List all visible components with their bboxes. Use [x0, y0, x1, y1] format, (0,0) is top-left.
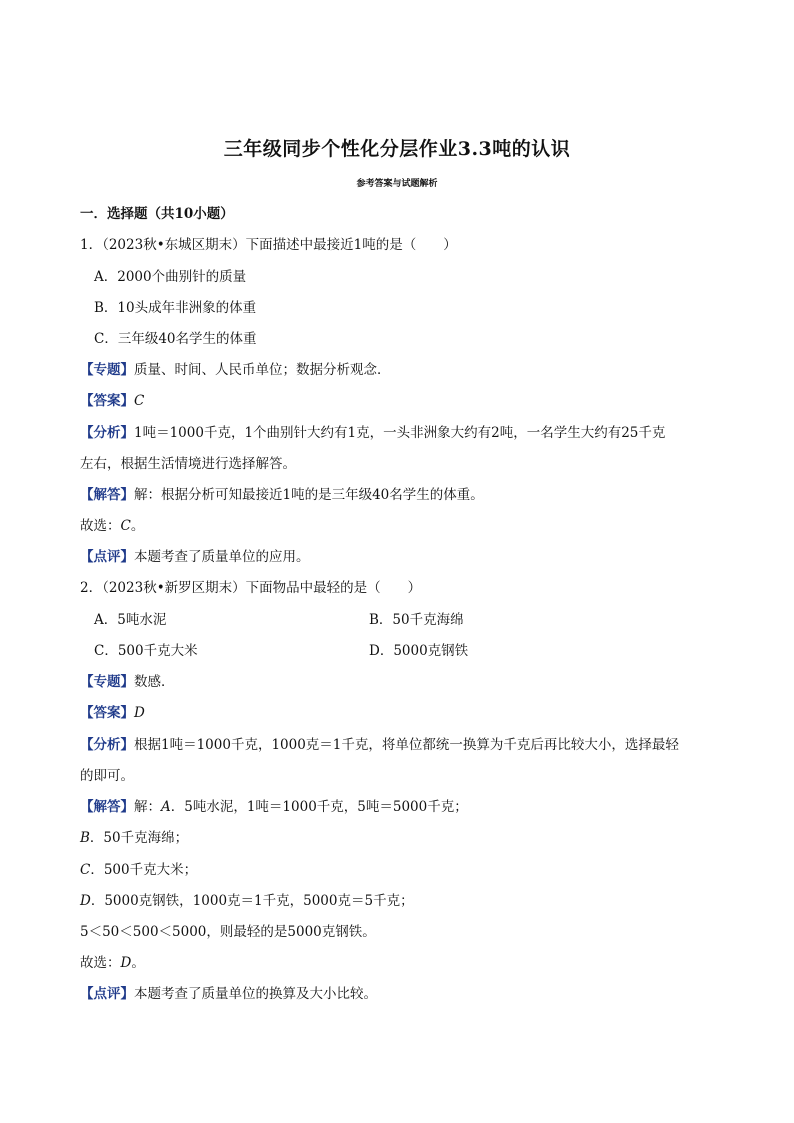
- q2-comment: [80, 985, 377, 1003]
- q2-comment-tag: 【点评】: [80, 986, 134, 1002]
- q1-topic-text: 质量、时间、人民币单位；数据分析观念．: [134, 362, 391, 378]
- page-subtitle: 参考答案与试题解析: [356, 179, 438, 189]
- q1-answer-tag: 【答案】: [80, 393, 134, 409]
- q2-comment-text: 本题考查了质量单位的换算及大小比较。: [134, 986, 377, 1002]
- q2-analysis: [80, 736, 679, 754]
- q2-solution-pre: 解：: [134, 799, 161, 815]
- q1-topic-tag: 【专题】: [80, 362, 134, 378]
- q2-answer: [80, 704, 145, 722]
- q1-comment: [80, 548, 310, 566]
- q2-solution-text-1: ．5吨水泥，1吨＝1000千克，5吨＝5000千克；: [170, 799, 468, 815]
- q2-choose-label: 故选：: [80, 955, 121, 971]
- q1-comment-text: 本题考查了质量单位的应用。: [134, 549, 310, 565]
- q2-option-a: A．5吨水泥: [94, 612, 167, 628]
- q2-solution: [80, 798, 468, 816]
- q2-solution-letter-a: A: [161, 799, 171, 815]
- q1-analysis-text-2: 左右，根据生活情境进行选择解答。: [80, 456, 296, 472]
- q1-answer-value: C: [134, 393, 145, 409]
- q2-analysis-text-2: 的即可。: [80, 768, 134, 784]
- q1-choose-label: 故选：: [80, 518, 121, 534]
- q1-topic: [80, 361, 391, 379]
- q2-solution-line-4: [80, 892, 414, 910]
- q1-choose: [80, 517, 144, 535]
- q2-option-b: B．50千克海绵: [369, 612, 464, 628]
- q1-choose-value: C: [120, 518, 131, 534]
- q2-topic-text: 数感．: [134, 674, 175, 690]
- q1-analysis: [80, 424, 665, 442]
- q2-topic-tag: 【专题】: [80, 674, 134, 690]
- q1-solution-text: 解：根据分析可知最接近1吨的是三年级40名学生的体重。: [134, 487, 484, 503]
- q2-choose-end: 。: [131, 955, 145, 971]
- section-heading: 一．选择题（共10小题）: [80, 206, 234, 222]
- q1-option-c: C．三年级40名学生的体重: [94, 331, 257, 347]
- q2-option-d: D．5000克钢铁: [369, 643, 469, 659]
- q2-answer-value: D: [134, 705, 145, 721]
- q1-solution-tag: 【解答】: [80, 487, 134, 503]
- q2-option-c: C．500千克大米: [94, 643, 198, 659]
- q2-solution-letter-d: D: [80, 893, 91, 909]
- q2-solution-letter-b: B: [80, 830, 90, 846]
- page-title: 三年级同步个性化分层作业3.3吨的认识: [223, 138, 571, 160]
- q1-option-b: B．10头成年非洲象的体重: [94, 300, 257, 316]
- q2-solution-line-2: [80, 829, 188, 847]
- q1-choose-end: 。: [130, 518, 145, 534]
- q2-solution-tag: 【解答】: [80, 799, 134, 815]
- q1-analysis-text-1: 1吨＝1000千克，1个曲别针大约有1克，一头非洲象大约有2吨，一名学生大约有25千克: [134, 425, 666, 441]
- q1-stem: 1．（2023秋•东城区期末）下面描述中最接近1吨的是（ ）: [80, 237, 457, 253]
- q2-analysis-text-1: 根据1吨＝1000千克，1000克＝1千克，将单位都统一换算为千克后再比较大小，选择最轻: [134, 737, 679, 753]
- q1-answer: [80, 392, 144, 410]
- q2-solution-text-3: ．500千克大米；: [90, 862, 198, 878]
- q2-choose: [80, 954, 145, 972]
- q2-stem: 2．（2023秋•新罗区期末）下面物品中最轻的是（ ）: [80, 580, 422, 596]
- q2-solution-letter-c: C: [80, 862, 91, 878]
- q2-solution-text-4: ．5000克钢铁，1000克＝1千克，5000克＝5千克；: [90, 893, 414, 909]
- q2-answer-tag: 【答案】: [80, 705, 134, 721]
- q2-solution-text-2: ．50千克海绵；: [89, 830, 189, 846]
- q1-option-a: A．2000个曲别针的质量: [94, 269, 247, 285]
- q2-choose-value: D: [120, 955, 132, 971]
- q1-comment-tag: 【点评】: [80, 549, 134, 565]
- q2-solution-line-3: [80, 861, 197, 879]
- q2-solution-line-5: 5＜50＜500＜5000，则最轻的是5000克钢铁。: [80, 924, 376, 940]
- q1-solution: [80, 486, 484, 504]
- q2-analysis-tag: 【分析】: [80, 737, 134, 753]
- q2-topic: [80, 673, 175, 691]
- q1-analysis-tag: 【分析】: [80, 425, 134, 441]
